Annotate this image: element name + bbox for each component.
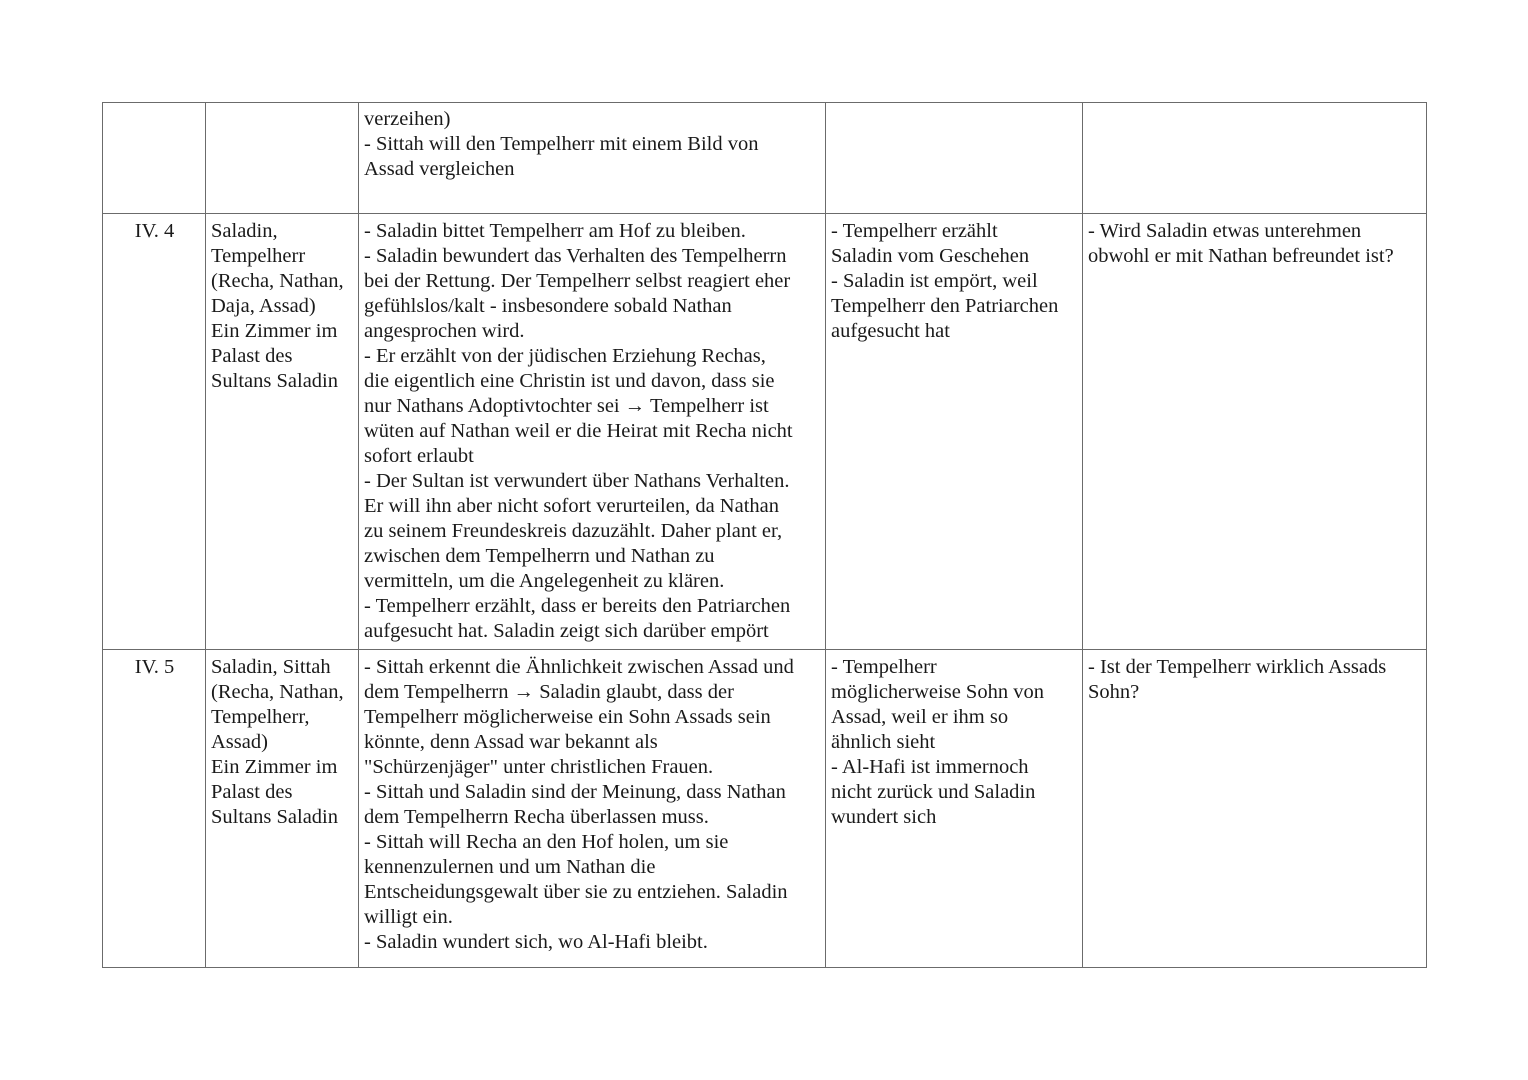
scene-number: IV. 4	[134, 220, 175, 242]
cell-line: nur Nathans Adoptivtochter sei → Tempelherr ist	[364, 395, 769, 417]
cell-line: Saladin, Sittah	[211, 656, 331, 678]
cell-line: Tempelherr	[211, 245, 306, 267]
cell-line: zwischen dem Tempelherrn und Nathan zu	[364, 545, 715, 567]
cell-line: Sultans Saladin	[211, 370, 338, 392]
cell-line: willigt ein.	[364, 906, 453, 928]
cell-line: - Sittah erkennt die Ähnlichkeit zwischen Assad und	[364, 656, 794, 678]
cell-line: wüten auf Nathan weil er die Heirat mit Recha nicht	[364, 420, 793, 442]
cell-line: Assad)	[211, 731, 268, 753]
questions-cell	[1083, 650, 1427, 968]
cell-line: Ein Zimmer im	[211, 320, 338, 342]
cell-line: Sohn?	[1088, 681, 1140, 703]
cell-line: Sultans Saladin	[211, 806, 338, 828]
content-cell	[359, 214, 826, 650]
cell-line: - Tempelherr	[831, 656, 937, 678]
cell-line: ähnlich sieht	[831, 731, 936, 753]
scene-number-cell	[103, 103, 206, 214]
cell-line: Daja, Assad)	[211, 295, 316, 317]
table-row	[103, 214, 1427, 650]
cell-line: (Recha, Nathan,	[211, 681, 344, 703]
cell-line: Tempelherr,	[211, 706, 310, 728]
content-cell	[359, 650, 826, 968]
cell-line: sofort erlaubt	[364, 445, 474, 467]
cell-line: dem Tempelherrn → Saladin glaubt, dass der	[364, 681, 734, 703]
cell-line: (Recha, Nathan,	[211, 270, 344, 292]
content-cell	[359, 103, 826, 214]
cell-line: - Wird Saladin etwas unterehmen	[1088, 220, 1362, 242]
cell-line: Saladin vom Geschehen	[831, 245, 1030, 267]
questions-cell	[1083, 103, 1427, 214]
scene-number-cell	[103, 214, 206, 650]
cell-line: vermitteln, um die Angelegenheit zu klären.	[364, 570, 725, 592]
persons-cell	[206, 103, 359, 214]
cell-line: Assad vergleichen	[364, 158, 515, 180]
cell-line: Assad, weil er ihm so	[831, 706, 1009, 728]
cell-line: - Sittah will Recha an den Hof holen, um sie	[364, 831, 729, 853]
cell-line: Palast des	[211, 781, 293, 803]
table-row	[103, 650, 1427, 968]
cell-line: - Ist der Tempelherr wirklich Assads	[1088, 656, 1387, 678]
cell-line: angesprochen wird.	[364, 320, 525, 342]
cell-line: - Sittah will den Tempelherr mit einem Bild von	[364, 133, 759, 155]
cell-line: - Der Sultan ist verwundert über Nathans Verhalten.	[364, 470, 790, 492]
cell-line: aufgesucht hat. Saladin zeigt sich darüber empört	[364, 620, 769, 642]
cell-line: Entscheidungsgewalt über sie zu entziehen. Saladin	[364, 881, 788, 903]
cell-line: - Tempelherr erzählt, dass er bereits den Patriarchen	[364, 595, 791, 617]
cell-line: - Saladin bittet Tempelherr am Hof zu bleiben.	[364, 220, 746, 242]
analysis-cell	[826, 650, 1083, 968]
scene-table-body	[103, 103, 1427, 968]
analysis-cell	[826, 103, 1083, 214]
cell-line: zu seinem Freundeskreis dazuzählt. Daher plant er,	[364, 520, 783, 542]
cell-line: kennenzulernen und um Nathan die	[364, 856, 656, 878]
cell-line: die eigentlich eine Christin ist und davon, dass sie	[364, 370, 775, 392]
scene-number: IV. 5	[134, 656, 175, 678]
cell-line: - Saladin ist empört, weil	[831, 270, 1038, 292]
persons-cell	[206, 650, 359, 968]
scene-table	[102, 102, 1427, 968]
cell-line: Tempelherr möglicherweise ein Sohn Assads sein	[364, 706, 771, 728]
cell-line: verzeihen)	[364, 108, 451, 130]
cell-line: Ein Zimmer im	[211, 756, 338, 778]
cell-line: Palast des	[211, 345, 293, 367]
cell-line: Tempelherr den Patriarchen	[831, 295, 1059, 317]
analysis-cell	[826, 214, 1083, 650]
table-row	[103, 103, 1427, 214]
cell-line: "Schürzenjäger" unter christlichen Frauen.	[364, 756, 714, 778]
cell-line: - Saladin bewundert das Verhalten des Tempelherrn	[364, 245, 787, 267]
questions-cell	[1083, 214, 1427, 650]
cell-line: möglicherweise Sohn von	[831, 681, 1044, 703]
cell-line: - Er erzählt von der jüdischen Erziehung Rechas,	[364, 345, 766, 367]
cell-line: - Sittah und Saladin sind der Meinung, dass Nathan	[364, 781, 786, 803]
cell-line: dem Tempelherrn Recha überlassen muss.	[364, 806, 709, 828]
scene-number-cell	[103, 650, 206, 968]
cell-line: - Saladin wundert sich, wo Al-Hafi bleibt.	[364, 931, 708, 953]
persons-cell	[206, 214, 359, 650]
cell-line: Saladin,	[211, 220, 278, 242]
cell-line: nicht zurück und Saladin	[831, 781, 1036, 803]
cell-line: könnte, denn Assad war bekannt als	[364, 731, 658, 753]
cell-line: obwohl er mit Nathan befreundet ist?	[1088, 245, 1394, 267]
cell-line: wundert sich	[831, 806, 937, 828]
cell-line: - Tempelherr erzählt	[831, 220, 998, 242]
cell-line: - Al-Hafi ist immernoch	[831, 756, 1029, 778]
cell-line: Er will ihn aber nicht sofort verurteilen, da Nathan	[364, 495, 779, 517]
cell-line: aufgesucht hat	[831, 320, 950, 342]
cell-line: gefühlslos/kalt - insbesondere sobald Nathan	[364, 295, 732, 317]
cell-line: bei der Rettung. Der Tempelherr selbst reagiert eher	[364, 270, 791, 292]
